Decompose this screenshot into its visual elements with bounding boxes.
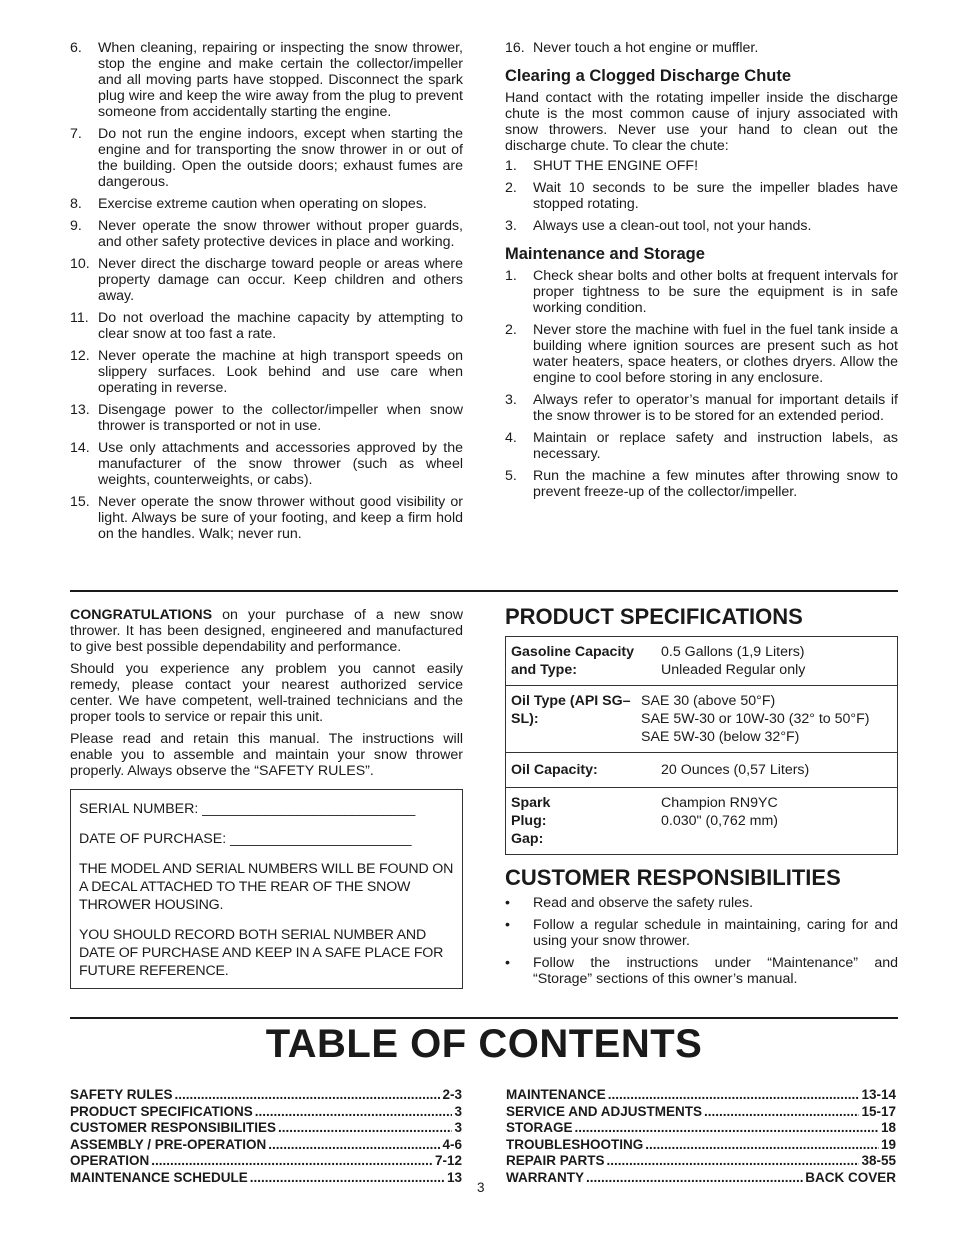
maintenance-storage-heading: Maintenance and Storage bbox=[505, 245, 705, 263]
safety-rule-item bbox=[70, 348, 463, 396]
toc-entry[interactable] bbox=[70, 1153, 462, 1170]
maintenance-step bbox=[505, 392, 898, 424]
item-text: Never operate the snow thrower without good visibility or light. Always be sure of your footing, and keep a firm hold on the handles. Walk; never run. bbox=[98, 494, 463, 542]
toc-page: BACK COVER bbox=[805, 1169, 896, 1185]
toc-leader bbox=[607, 1153, 860, 1170]
maintenance-step bbox=[505, 268, 898, 316]
spec-values bbox=[661, 761, 892, 779]
congratulations-bold: CONGRATULATIONS bbox=[70, 607, 213, 623]
spec-label: Oil Type (API SG–SL): bbox=[511, 693, 631, 727]
safety-rule-item bbox=[70, 402, 463, 434]
toc-leader bbox=[268, 1137, 440, 1154]
toc-right-column bbox=[506, 1087, 896, 1186]
decal-note: THE MODEL AND SERIAL NUMBERS WILL BE FOUND ON A DECAL ATTACHED TO THE REAR OF THE SNOW THROWER HOUSING. bbox=[79, 861, 454, 913]
toc-label: SERVICE AND ADJUSTMENTS bbox=[506, 1103, 703, 1119]
spec-row-oil-capacity bbox=[506, 753, 897, 788]
clogged-step bbox=[505, 158, 898, 174]
step-text: Maintain or replace safety and instruction labels, as necessary. bbox=[533, 430, 898, 462]
toc-entry[interactable] bbox=[70, 1104, 462, 1121]
toc-title: TABLE OF CONTENTS bbox=[265, 1022, 703, 1066]
item-text: When cleaning, repairing or inspecting the snow thrower, stop the engine and make certain the collector/impeller and all moving parts have stopped. Disconnect the spark plug wire and keep the wire away from the plug to prevent someone from accidentally starting the engine. bbox=[98, 40, 463, 120]
safety-rules-list bbox=[70, 40, 463, 542]
spec-value: 0.5 Gallons (1,9 Liters) bbox=[661, 644, 805, 660]
spec-value: SAE 30 (above 50°F) bbox=[641, 693, 776, 709]
date-of-purchase-field: DATE OF PURCHASE: _______________________ bbox=[79, 831, 412, 847]
toc-label: MAINTENANCE bbox=[506, 1087, 606, 1102]
spec-value: 20 Ounces (0,57 Liters) bbox=[661, 762, 810, 778]
item-number: 6. bbox=[70, 40, 82, 56]
clogged-step bbox=[505, 218, 898, 234]
item-text: Never operate the machine at high transport speeds on slippery surfaces. Look behind and use care when operating in reverse. bbox=[98, 348, 463, 396]
step-text: Wait 10 seconds to be sure the impeller blades have stopped rotating. bbox=[533, 180, 898, 212]
service-paragraph: Should you experience any problem you cannot easily remedy, please contact your nearest authorized service center. We have competent, well-trained technicians and the proper tools to service or repair this unit. bbox=[70, 661, 463, 725]
step-text: Always use a clean-out tool, not your hands. bbox=[533, 218, 812, 234]
spec-values bbox=[641, 692, 892, 746]
toc-leader bbox=[586, 1170, 803, 1187]
toc-page: 13 bbox=[446, 1169, 462, 1185]
safety-rules-right-column bbox=[505, 40, 898, 506]
item-number: 7. bbox=[70, 126, 82, 142]
maintenance-step bbox=[505, 468, 898, 500]
item-text: Do not overload the machine capacity by attempting to clear snow at too fast a rate. bbox=[98, 310, 463, 342]
toc-entry[interactable] bbox=[506, 1170, 896, 1187]
item-number: 10. bbox=[70, 256, 90, 272]
item-text: Read and observe the safety rules. bbox=[533, 895, 754, 911]
toc-page: 15-17 bbox=[861, 1103, 896, 1119]
item-text: Never direct the discharge toward people or areas where property damage can occur. Keep children and others away. bbox=[98, 256, 463, 304]
maintenance-step bbox=[505, 430, 898, 462]
safety-rule-item bbox=[70, 40, 463, 120]
toc-page: 38-55 bbox=[861, 1153, 896, 1168]
record-box bbox=[70, 789, 463, 989]
toc-page: 19 bbox=[880, 1136, 896, 1152]
safety-rules-list-continued bbox=[505, 40, 898, 56]
toc-label: CUSTOMER RESPONSIBILITIES bbox=[70, 1120, 277, 1135]
section-divider bbox=[70, 590, 898, 592]
spec-values bbox=[661, 643, 892, 679]
retain-manual-paragraph: Please read and retain this manual. The instructions will enable you to assemble and maintain your snow thrower properly. Always observe the “SAFETY RULES”. bbox=[70, 731, 463, 779]
toc-leader bbox=[575, 1120, 879, 1137]
toc-label: REPAIR PARTS bbox=[506, 1153, 605, 1168]
step-text: Always refer to operator’s manual for important details if the snow thrower is to be stored for an extended period. bbox=[533, 392, 898, 424]
responsibility-item bbox=[505, 917, 898, 949]
item-text: Follow a regular schedule in maintaining, caring for and using your snow thrower. bbox=[533, 917, 898, 949]
item-number: 14. bbox=[70, 440, 90, 456]
responsibility-item bbox=[505, 895, 898, 911]
safety-rule-item bbox=[505, 40, 898, 56]
safety-rules-left-column bbox=[70, 40, 463, 548]
spec-label: Oil Capacity: bbox=[511, 762, 598, 778]
toc-label: OPERATION bbox=[70, 1153, 150, 1168]
item-text: Exercise extreme caution when operating on slopes. bbox=[98, 196, 427, 212]
step-text: Run the machine a few minutes after throwing snow to prevent freeze-up of the collector/impeller. bbox=[533, 468, 898, 500]
toc-page: 18 bbox=[880, 1120, 896, 1135]
toc-leader bbox=[278, 1120, 452, 1137]
item-number: 11. bbox=[70, 310, 89, 326]
clogged-step bbox=[505, 180, 898, 212]
step-number: 2. bbox=[505, 322, 517, 338]
toc-leader bbox=[255, 1104, 453, 1121]
step-number: 1. bbox=[505, 268, 517, 284]
toc-label: STORAGE bbox=[506, 1120, 573, 1135]
clogged-chute-steps bbox=[505, 158, 898, 234]
spec-row-spark-plug bbox=[506, 788, 897, 854]
safety-rule-item bbox=[70, 310, 463, 342]
item-text: Follow the instructions under “Maintenance” and “Storage” sections of this owner’s manual. bbox=[533, 955, 898, 987]
clogged-chute-intro: Hand contact with the rotating impeller inside the discharge chute is the most common cause of injury associated with snow throwers. Never use your hand to clean out the discharge chute. To clear the chute: bbox=[505, 90, 898, 154]
toc-leader bbox=[645, 1137, 879, 1154]
specifications-table bbox=[505, 636, 898, 855]
bullet-icon: • bbox=[505, 895, 510, 911]
toc-leader bbox=[608, 1087, 860, 1104]
step-text: SHUT THE ENGINE OFF! bbox=[533, 158, 699, 174]
spec-label: Spark Plug: Gap: bbox=[511, 795, 551, 847]
toc-entry[interactable] bbox=[70, 1087, 462, 1104]
toc-leader bbox=[175, 1087, 441, 1104]
congratulations-paragraph bbox=[70, 607, 463, 655]
maintenance-step bbox=[505, 322, 898, 386]
toc-left-column bbox=[70, 1087, 462, 1186]
toc-page: 4-6 bbox=[442, 1136, 462, 1152]
specs-column bbox=[505, 604, 898, 993]
product-specifications-heading: PRODUCT SPECIFICATIONS bbox=[505, 604, 803, 629]
toc-entry[interactable] bbox=[506, 1120, 896, 1137]
safety-rule-item bbox=[70, 440, 463, 488]
maintenance-steps bbox=[505, 268, 898, 500]
spec-value: Champion RN9YC bbox=[661, 795, 778, 811]
toc-label: MAINTENANCE SCHEDULE bbox=[70, 1169, 248, 1185]
item-text: Do not run the engine indoors, except when starting the engine and for transporting the snow thrower in or out of the building. Open the outside doors; exhaust fumes are dangerous. bbox=[98, 126, 463, 190]
toc-entry[interactable] bbox=[506, 1104, 896, 1121]
step-number: 5. bbox=[505, 468, 517, 484]
congratulations-text: on your purchase of a new snow thrower. It has been designed, engineered and manufactured to give best possible dependability and performance. bbox=[70, 607, 463, 655]
spec-value: Unleaded Regular only bbox=[661, 662, 806, 678]
item-number: 13. bbox=[70, 402, 90, 418]
safety-rule-item bbox=[70, 126, 463, 190]
step-text: Never store the machine with fuel in the fuel tank inside a building where ignition sources are present such as hot water heaters, space heaters, or clothes dryers. Allow the engine to cool before storing in any enclosure. bbox=[533, 322, 898, 386]
clogged-chute-heading: Clearing a Clogged Discharge Chute bbox=[505, 67, 792, 85]
toc-page: 13-14 bbox=[861, 1087, 896, 1102]
step-number: 1. bbox=[505, 158, 517, 174]
spec-row-oil-type bbox=[506, 686, 897, 753]
spec-label: Gasoline Capacity and Type: bbox=[511, 644, 635, 678]
customer-responsibilities-heading: CUSTOMER RESPONSIBILITIES bbox=[505, 865, 841, 890]
item-text: Disengage power to the collector/impeller when snow thrower is transported or not in use. bbox=[98, 402, 463, 434]
toc-page: 3 bbox=[454, 1103, 462, 1119]
toc-label: ASSEMBLY / PRE-OPERATION bbox=[70, 1136, 267, 1152]
item-text: Never touch a hot engine or muffler. bbox=[533, 40, 759, 56]
toc-entry[interactable] bbox=[70, 1170, 462, 1187]
step-number: 2. bbox=[505, 180, 517, 196]
step-number: 4. bbox=[505, 430, 517, 446]
toc-entry[interactable] bbox=[70, 1137, 462, 1154]
toc-page: 2-3 bbox=[442, 1087, 462, 1102]
item-number: 15. bbox=[70, 494, 90, 510]
safety-rule-item bbox=[70, 256, 463, 304]
spec-value: SAE 5W-30 (below 32°F) bbox=[641, 729, 800, 745]
item-number: 12. bbox=[70, 348, 90, 364]
toc-label: TROUBLESHOOTING bbox=[506, 1136, 644, 1152]
toc-page: 3 bbox=[454, 1120, 462, 1135]
responsibilities-list bbox=[505, 895, 898, 987]
page-number: 3 bbox=[477, 1180, 485, 1195]
toc-entry[interactable] bbox=[506, 1153, 896, 1170]
toc-leader bbox=[151, 1153, 433, 1170]
toc-divider bbox=[70, 1017, 898, 1019]
step-number: 3. bbox=[505, 392, 517, 408]
intro-column bbox=[70, 607, 463, 989]
toc-page: 7-12 bbox=[434, 1153, 462, 1168]
toc-leader bbox=[704, 1104, 859, 1121]
item-text: Never operate the snow thrower without proper guards, and other safety protective devices in place and working. bbox=[98, 218, 463, 250]
item-number: 9. bbox=[70, 218, 82, 234]
toc-label: SAFETY RULES bbox=[70, 1087, 173, 1102]
safety-rule-item bbox=[70, 218, 463, 250]
toc-entry[interactable] bbox=[70, 1120, 462, 1137]
safety-rule-item bbox=[70, 494, 463, 542]
toc-leader bbox=[250, 1170, 445, 1187]
step-number: 3. bbox=[505, 218, 517, 234]
record-note: YOU SHOULD RECORD BOTH SERIAL NUMBER AND DATE OF PURCHASE AND KEEP IN A SAFE PLACE FOR FUTURE REFERENCE. bbox=[79, 927, 444, 979]
spec-values bbox=[571, 794, 892, 848]
step-text: Check shear bolts and other bolts at frequent intervals for proper tightness to be sure the equipment is in safe working condition. bbox=[533, 268, 898, 316]
bullet-icon: • bbox=[505, 917, 510, 933]
responsibility-item bbox=[505, 955, 898, 987]
spec-row-gasoline bbox=[506, 637, 897, 686]
item-text: Use only attachments and accessories approved by the manufacturer of the snow thrower (such as wheel weights, counterweights, or cabs). bbox=[98, 440, 463, 488]
item-number: 16. bbox=[505, 40, 525, 56]
spec-value: 0.030" (0,762 mm) bbox=[661, 813, 779, 829]
toc-entry[interactable] bbox=[506, 1137, 896, 1154]
safety-rule-item bbox=[70, 196, 463, 212]
serial-number-field: SERIAL NUMBER: ___________________________ bbox=[79, 801, 416, 817]
spec-value: SAE 5W-30 or 10W-30 (32° to 50°F) bbox=[641, 711, 870, 727]
bullet-icon: • bbox=[505, 955, 510, 971]
toc-entry[interactable] bbox=[506, 1087, 896, 1104]
item-number: 8. bbox=[70, 196, 82, 212]
toc-label: WARRANTY bbox=[506, 1169, 584, 1185]
toc-label: PRODUCT SPECIFICATIONS bbox=[70, 1103, 253, 1119]
